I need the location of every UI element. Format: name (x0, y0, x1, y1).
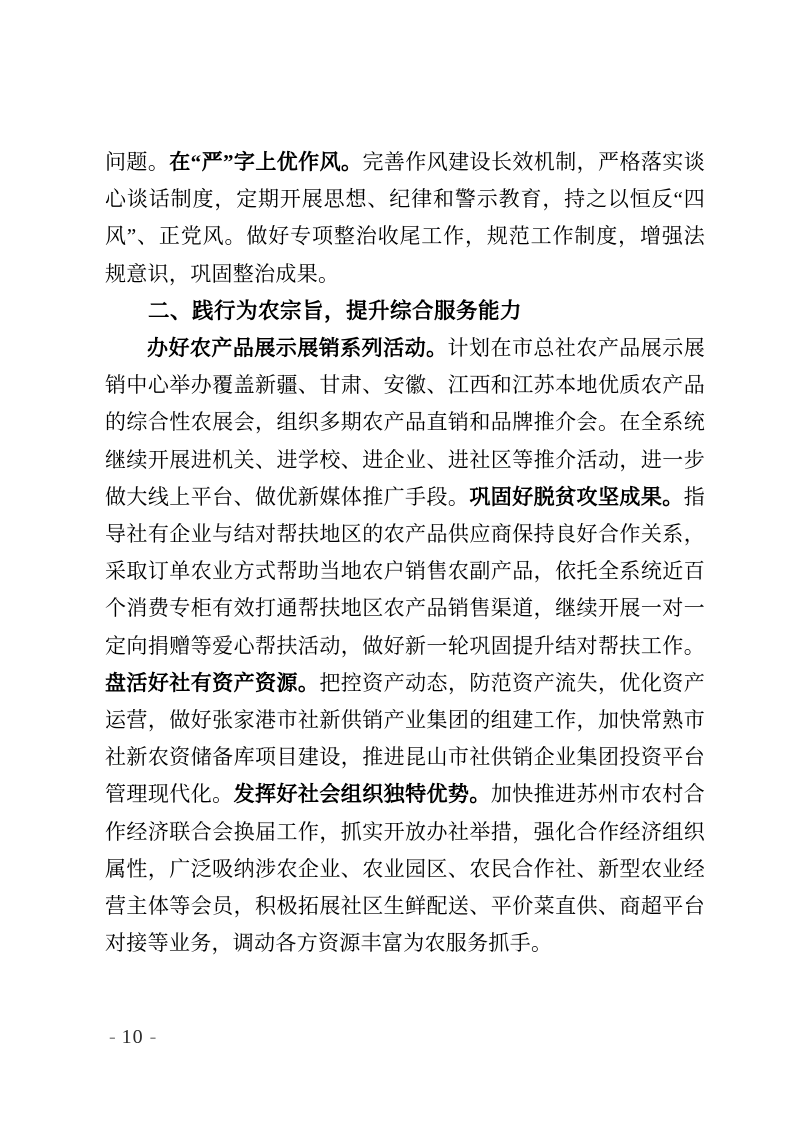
text-run-bold: 在“严”字上优作风。 (169, 150, 363, 174)
text-run-bold: 办好农产品展示展销系列活动。 (147, 336, 448, 361)
text-run-bold: 巩固好脱贫攻坚成果。 (469, 484, 684, 509)
paragraph-serve-agriculture (105, 330, 705, 962)
text-run-bold: 发挥好社会组织独特优势。 (233, 782, 491, 807)
page-number: 10 (121, 1026, 144, 1048)
text-run: 加快推进苏州市农村合作经济联合会换届工作，抓实开放办社举措，强化合作经济组织属性，广泛吸纳涉农企业、农业园区、农民合作社、新型农业经营主体等会员，积极拓展社区生鲜配送、平价菜直供、商超平台对接等业务，调动各方资源丰富为农服务抓手。 (105, 782, 706, 956)
text-run-bold: 盘活好社有资产资源。 (105, 670, 320, 695)
footer-dash-left: - (109, 1026, 116, 1048)
page-footer (103, 1023, 162, 1051)
text-run: 指导社有企业与结对帮扶地区的农产品供应商保持良好合作关系，采取订单农业方式帮助当地农户销售农副产品，依托全系统近百个消费专柜有效打通帮扶地区农产品销售渠道，继续开展一对一定向捐赠等爱心帮扶活动，做好新一轮巩固提升结对帮扶工作。 (105, 484, 705, 658)
paragraph-work-style (105, 144, 705, 293)
text-run: 计划在市总社农产品展示展销中心举办覆盖新疆、甘肃、安徽、江西和江苏本地优质农产品的综合性农展会，组织多期农产品直销和品牌推介会。在全系统继续开展进机关、进学校、进企业、进社区等推介活动，进一步做大线上平台、做优新媒体推广手段。 (105, 336, 705, 509)
section-heading: 二、践行为农宗旨，提升综合服务能力 (148, 298, 523, 323)
footer-dash-right: - (149, 1026, 157, 1048)
text-run: 完善作风建设长效机制，严格落实谈心谈话制度，定期开展思想、纪律和警示教育，持之以恒反“四风”、正党风。做好专项整治收尾工作，规范工作制度，增强法规意识，巩固整治成果。 (105, 150, 705, 286)
text-run: 把控资产动态，防范资产流失，优化资产运营，做好张家港市社新供销产业集团的组建工作，加快常熟市社新农资储备库项目建设，推进昆山市社供销企业集团投资平台管理现代化。 (105, 670, 706, 807)
text-run: 问题。 (105, 150, 170, 174)
document-body (105, 144, 705, 962)
